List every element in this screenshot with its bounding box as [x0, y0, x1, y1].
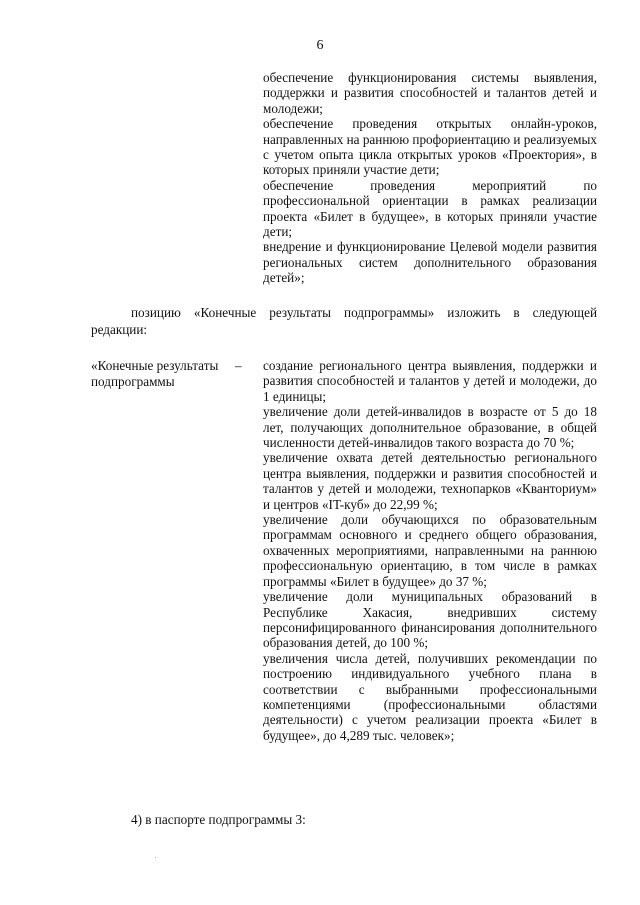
- result-item: создание регионального центра выявления, поддержки и развития способностей и талантов у детей и молодежи, до 1 единицы;: [263, 358, 597, 404]
- result-item: увеличение доли муниципальных образований в Республике Хакасия, внедривших систему персонифицированного финансирования дополнительного образования детей, до 100 %;: [263, 589, 597, 651]
- result-item: увеличения числа детей, получивших рекомендации по построению индивидуального учебного плана в соответствии с выбранными профессиональными компетенциями (профессиональными областями деятельности) с учетом реализации проекта «Билет в будущее», до 4,289 тыс. человек»;: [263, 650, 597, 743]
- intro-item: внедрение и функционирование Целевой модели развития региональных систем дополнительного образования детей»;: [263, 239, 597, 286]
- page-number: 6: [316, 38, 324, 53]
- results-label: «Конечные результаты подпрограммы: [91, 358, 219, 389]
- item-4-heading: 4) в паспорте подпрограммы 3:: [131, 812, 306, 827]
- results-list: [263, 358, 597, 743]
- intro-list: [263, 70, 597, 286]
- result-item: увеличение доли детей-инвалидов в возрасте от 5 до 18 лет, получающих дополнительное образование, в общей численности детей-инвалидов такого возраста до 70 %;: [263, 404, 597, 451]
- label-dash: –: [235, 358, 242, 373]
- scan-speck: [155, 857, 156, 858]
- result-item: увеличение охвата детей деятельностью регионального центра выявления, поддержки и развития способностей и талантов у детей и молодежи, технопарков «Кванториум» и центров «IT-куб» до 22,99 %;: [263, 450, 597, 512]
- result-item: увеличение доли обучающихся по образовательным программам основного и среднего общего образования, охваченных мероприятиями, направленными на раннюю профессиональную ориентацию, в том числе в рамках программы «Билет в будущее» до 37 %;: [263, 512, 597, 589]
- intro-item: обеспечение проведения мероприятий по профессиональной ориентации в рамках реализации проекта «Билет в будущее», в которых приняли участие дети;: [263, 177, 597, 240]
- intro-item: обеспечение проведения открытых онлайн-уроков, направленных на раннюю профориентацию и реализуемых с учетом опыта цикла открытых уроков «Проектория», в которых приняли участие дети;: [263, 116, 597, 178]
- intro-item: обеспечение функционирования системы выявления, поддержки и развития способностей и талантов детей и молодежи;: [263, 70, 597, 116]
- position-paragraph: позицию «Конечные результаты подпрограммы» изложить в следующей редакции:: [91, 305, 597, 337]
